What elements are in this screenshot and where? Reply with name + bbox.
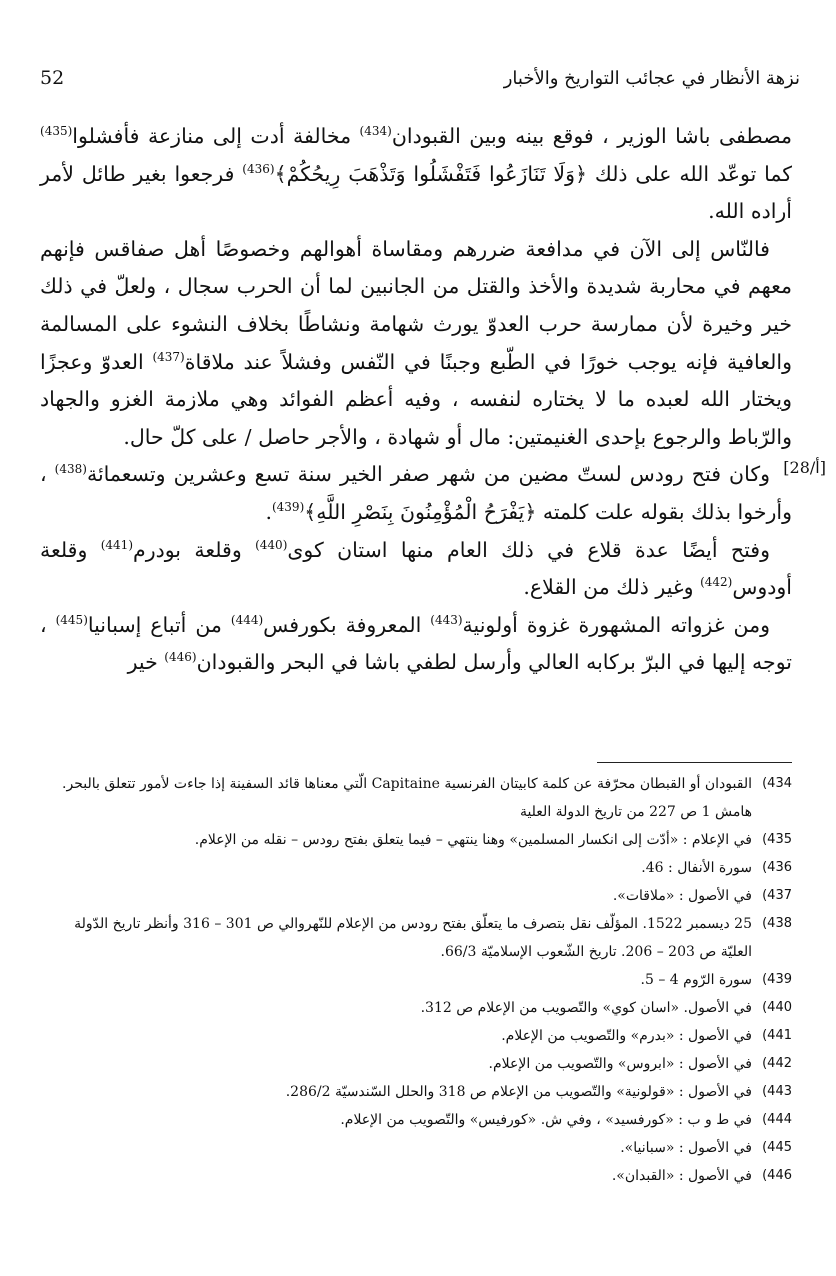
text-run: مخالفة أدت إلى منازعة فأفشلوا <box>72 124 360 148</box>
footnote-number: 442) <box>762 1056 792 1071</box>
footnote <box>40 994 792 1022</box>
footnote-number: 436) <box>762 860 792 875</box>
footnote-number: 444) <box>762 1112 792 1127</box>
footnote <box>40 1134 792 1162</box>
text-run: وفتح أيضًا عدة قلاع في ذلك العام منها استان كوى <box>287 537 770 562</box>
footnote-ref: (439) <box>271 500 305 515</box>
text-run: . <box>265 499 272 524</box>
footnote-ref: (442) <box>700 575 733 590</box>
footnote <box>40 1162 792 1190</box>
footnote-text: في الأصول. «اسان كوي» والتّصويب من الإعلام ص 312. <box>420 1000 752 1016</box>
text-run: وغير ذلك من القلاع. <box>523 575 701 600</box>
text-run: ومن غزواته المشهورة غزوة أولونية <box>462 612 770 637</box>
footnote-text: 25 ديسمبر 1522. المؤلّف نقل بتصرف ما يتعلّق بفتح رودس من الإعلام للنّهروالي ص 301 – 316 وأنظر تاريخ الدّولة العليّة ص 203 – 206. تاريخ الشّعوب الإسلاميّة 66/3. <box>74 916 752 960</box>
footnote-ref: (434) <box>359 124 392 139</box>
footnotes <box>40 770 792 1190</box>
footnote-ref: (444) <box>230 612 264 627</box>
footnote-number: 441) <box>762 1028 792 1043</box>
footnote-number: 439) <box>762 972 792 987</box>
text-run: مصطفى باشا الوزير ، فوقع بينه وبين القبودان <box>391 124 793 148</box>
footnote-number: 440) <box>762 1000 792 1015</box>
footnote-number: 435) <box>762 832 792 847</box>
footnote <box>40 910 792 966</box>
footnote-text: في الأصول : «بدرم» والتّصويب من الإعلام. <box>501 1028 752 1044</box>
footnote-text: سورة الأنفال : 46. <box>641 860 752 876</box>
margin-note: [28/أ] <box>783 458 826 477</box>
text-run: ، توجه إليها في البرّ بركابه العالي وأرسل لطفي باشا في البحر والقبودان <box>40 612 792 675</box>
text-run: كما توعّد الله على ذلك <box>587 161 792 186</box>
footnote <box>40 882 792 910</box>
footnote-number: 438) <box>762 916 792 931</box>
footnote-ref: (446) <box>164 650 197 665</box>
footnote <box>40 826 792 854</box>
text-run: المعروفة بكورفس <box>263 612 431 637</box>
footnote <box>40 1078 792 1106</box>
footnote-ref: (437) <box>152 349 185 364</box>
text-run: العدوّ وعجزًا ويختار الله لعبده ما لا يختاره لنفسه ، وفيه أعظم الفوائد وهي ملازمة الغزو والجهاد والرّباط والرجوع بإحدى الغنيمتين: مال أو شهادة ، والأجر حاصل / على كلّ حال. <box>40 349 792 449</box>
text-run: فالنّاس إلى الآن في مدافعة ضررهم ومقاساة أهوالهم وخصوصًا أهل صفاقس فإنهم معهم في محاربة شديدة والأخذ والقتل من الجانبين لما أن الحرب سجال ، ولعلّ في ذلك خير وخيرة لأن ممارسة حرب العدوّ يورث شهامة ونشاطًا بخلاف النشوء على المسالمة والعافية فإنه يوجب خورًا في الطّبع وجبنًا في النّفس وفشلاً عند ملاقاة <box>40 236 792 374</box>
page-number: 52 <box>40 67 65 89</box>
footnote-number: 445) <box>762 1140 792 1155</box>
running-title: نزهة الأنظار في عجائب التواريخ والأخبار <box>503 67 800 89</box>
footnote-divider <box>597 762 792 763</box>
footnote-ref: (443) <box>430 612 463 627</box>
text-run: من أتباع إسبانيا <box>87 612 231 637</box>
footnote-text: في الأصول : «قولونية» والتّصويب من الإعلام ص 318 والحلل السّندسيّة 286/2. <box>285 1084 752 1100</box>
paragraph <box>40 607 792 682</box>
footnote-text: في الأصول : «ابروس» والتّصويب من الإعلام. <box>488 1056 752 1072</box>
footnote-ref: (436) <box>242 161 275 176</box>
footnote <box>40 770 792 826</box>
quran-quote: ﴿وَلَا تَنَازَعُوا فَتَفْشَلُوا وَتَذْهَبَ رِيحُكُمْ﴾ <box>274 161 588 186</box>
text-run: وقلعة أودوس <box>40 537 792 600</box>
quran-quote: ﴿يَفْرَحُ الْمُؤْمِنُونَ بِنَصْرِ اللَّهِ﴾ <box>304 499 537 524</box>
footnote-text: في الأصول : «سبانيا». <box>620 1140 752 1156</box>
footnote-text: في الأصول : «القبدان». <box>611 1168 752 1184</box>
footnote-number: 446) <box>762 1168 792 1183</box>
footnote <box>40 1106 792 1134</box>
footnote <box>40 854 792 882</box>
paragraph <box>40 532 792 607</box>
text-run: خير <box>127 650 165 675</box>
footnote-ref: (445) <box>55 612 88 627</box>
text-run: وكان فتح رودس لستّ مضين من شهر صفر الخير سنة تسع وعشرين وتسعمائة <box>86 462 770 487</box>
footnote-text: القبودان أو القبطان محرّفة عن كلمة كابيتان الفرنسية Capitaine الّتي معناها قائد السفينة إذا جاءت لأمور تتعلق بالبحر. هامش 1 ص 227 من تاريخ الدولة العلية <box>62 776 752 820</box>
footnote-number: 434) <box>762 776 792 791</box>
text-run: ، وأرخوا بذلك بقوله علت كلمته <box>40 462 792 524</box>
footnote-ref: (440) <box>255 537 288 552</box>
footnote-ref: (435) <box>40 124 73 139</box>
footnote-text: سورة الرّوم 4 – 5. <box>640 972 752 988</box>
paragraph <box>40 456 792 531</box>
footnote-text: في الأصول : «ملاقات». <box>612 888 752 904</box>
footnote-text: في الإعلام : «أدّت إلى انكسار المسلمين» وهنا ينتهي – فيما يتعلق بفتح رودس – نقله من الإعلام. <box>194 832 752 848</box>
footnote <box>40 966 792 994</box>
text-run: فرجعوا بغير طائل لأمر أراده الله. <box>40 161 792 224</box>
paragraph <box>40 118 792 231</box>
paragraph <box>40 231 792 457</box>
footnote-number: 437) <box>762 888 792 903</box>
page-header <box>40 60 800 96</box>
footnote-number: 443) <box>762 1084 792 1099</box>
main-text <box>40 118 792 682</box>
footnote-ref: (441) <box>100 537 133 552</box>
footnote-text: في ط و ب : «كورفسيد» ، وفي ش. «كورفيس» والتّصويب من الإعلام. <box>340 1112 752 1128</box>
footnote <box>40 1050 792 1078</box>
footnote <box>40 1022 792 1050</box>
footnote-ref: (438) <box>54 462 87 477</box>
text-run: وقلعة بودرم <box>133 537 256 562</box>
